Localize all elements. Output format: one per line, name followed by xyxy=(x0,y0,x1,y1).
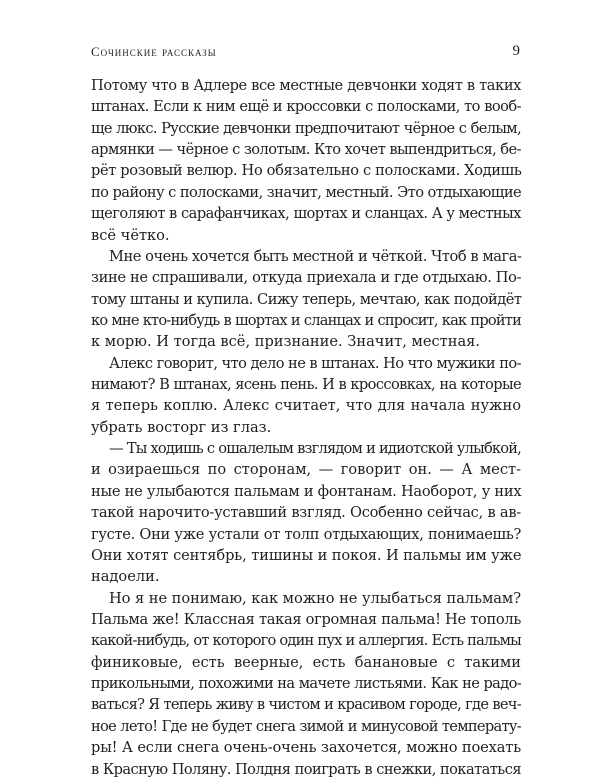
text-line: всё чётко. xyxy=(91,226,170,244)
text-line: по району с полосками, значит, местный. Это отдыхающие xyxy=(91,183,522,201)
text-line: надоели. xyxy=(91,568,160,586)
text-line: рёт розовый велюр. Но обязательно с полосками. Ходишь xyxy=(91,162,522,180)
text-line: прикольными, похожими на мачете листьями. Как не радо- xyxy=(91,675,521,693)
text-line: Потому что в Адлере все местные девчонки ходят в таких xyxy=(91,77,521,94)
text-line: к морю. И тогда всё, признание. Значит, местная. xyxy=(91,333,481,351)
text-line: и озираешься по сторонам, — говорит он. — А мест- xyxy=(91,461,521,479)
text-line: ное лето! Где не будет снега зимой и минусовой температу- xyxy=(91,717,521,735)
running-head: Сочинские рассказы xyxy=(91,44,217,59)
text-line: Они хотят сентябрь, тишины и покоя. И пальмы им уже xyxy=(91,546,522,564)
text-line: — Ты ходишь с ошалелым взглядом и идиотской улыбкой, xyxy=(109,440,521,458)
text-line: ко мне кто-нибудь в шортах и сланцах и спросит, как пройти xyxy=(91,311,521,329)
text-line: армянки — чёрное с золотым. Кто хочет выпендриться, бе- xyxy=(91,141,521,159)
page-number: 9 xyxy=(512,43,520,59)
text-line: какой-нибудь, от которого один пух и аллергия. Есть пальмы xyxy=(91,632,521,650)
text-line: густе. Они уже устали от толп отдыхающих, понимаешь? xyxy=(91,525,521,543)
text-line: Мне очень хочется быть местной и чёткой. Чтоб в мага- xyxy=(109,247,522,265)
text-line: убрать восторг из глаз. xyxy=(91,418,272,436)
body-text xyxy=(91,75,521,780)
text-line: зине не спрашивали, откуда приехала и где отдыхаю. По- xyxy=(91,269,522,287)
text-line: я теперь коплю. Алекс считает, что для начала нужно xyxy=(91,397,521,415)
text-line: в Красную Поляну. Полдня поиграть в снежки, покататься xyxy=(91,760,521,778)
text-line: Алекс говорит, что дело не в штанах. Но что мужики по- xyxy=(109,354,521,372)
text-line: ры! А если снега очень-очень захочется, можно поехать xyxy=(91,739,521,757)
text-line: ваться? Я теперь живу в чистом и красивом городе, где веч- xyxy=(91,696,521,714)
text-line: щеголяют в сарафанчиках, шортах и сланцах. А у местных xyxy=(91,205,521,223)
text-line: Но я не понимаю, как можно не улыбаться пальмам? xyxy=(109,589,521,607)
text-line: штанах. Если к ним ещё и кроссовки с полосками, то вооб- xyxy=(91,98,521,116)
text-line: ще люкс. Русские девчонки предпочитают чёрное с белым, xyxy=(91,119,521,137)
text-line: финиковые, есть веерные, есть банановые с такими xyxy=(91,653,521,671)
text-line: тому штаны и купила. Сижу теперь, мечтаю, как подойдёт xyxy=(91,290,522,308)
text-line: такой нарочито-уставший взгляд. Особенно сейчас, в ав- xyxy=(91,504,521,522)
text-line: Пальма же! Классная такая огромная пальма! Не тополь xyxy=(91,610,521,628)
text-line: ные не улыбаются пальмам и фонтанам. Наоборот, у них xyxy=(91,482,522,500)
text-line: нимают? В штанах, ясень пень. И в кроссовках, на которые xyxy=(91,376,521,394)
